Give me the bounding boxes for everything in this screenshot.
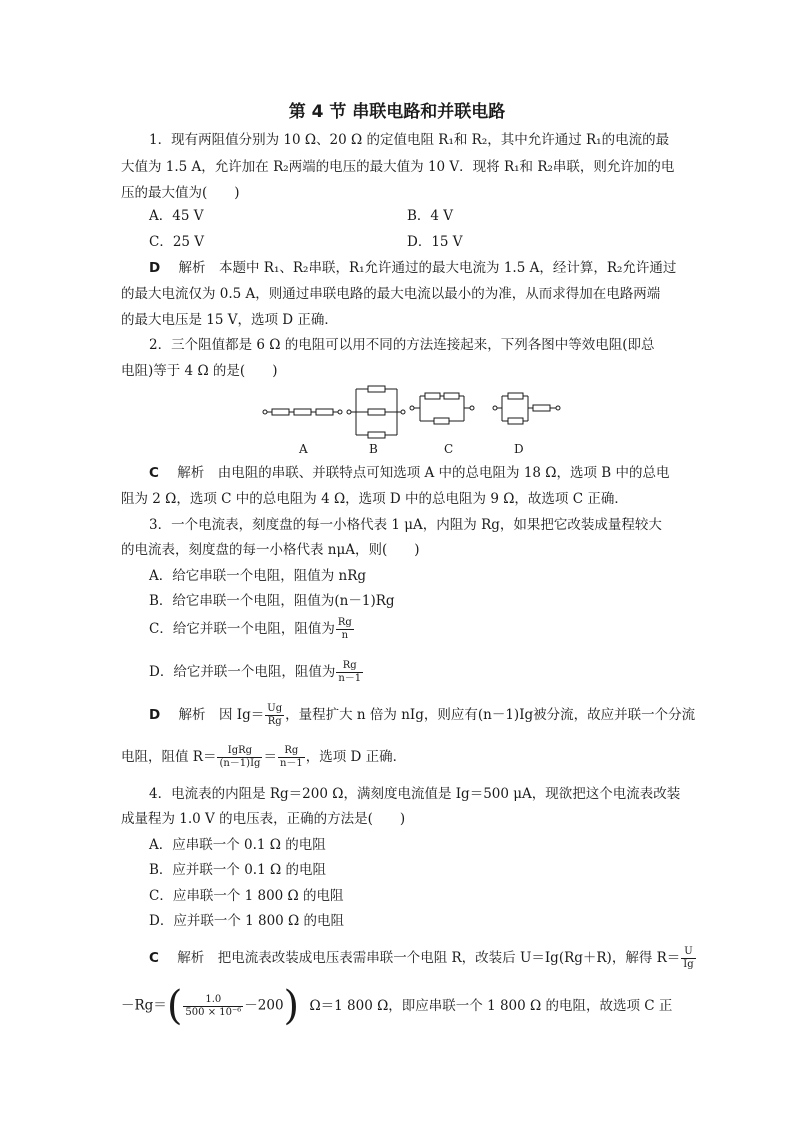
q3-solution-line-1 — [149, 703, 695, 728]
fraction-denominator: n－1 — [338, 673, 362, 684]
q3-option-c-text: C．给它并联一个电阻，阻值为 — [149, 621, 335, 637]
fraction-denominator: (n－1)Ig — [219, 758, 261, 769]
q4-solution-text-a: 解析 把电流表改装成电压表需串联一个电阻 R，改装后 U＝Ig(Rg＋R)，解得 R＝ — [177, 950, 681, 966]
page-title: 第 4 节 串联电路和并联电路 — [288, 102, 506, 122]
circuit-d-label: D — [514, 442, 524, 456]
q2-line-2: 电阻)等于 4 Ω 的是( ) — [121, 363, 278, 379]
circuit-c — [410, 393, 474, 424]
q4-solution-minus: －200 — [244, 997, 284, 1014]
circuit-c-label: C — [444, 442, 454, 456]
q3-solution-fraction-1 — [217, 745, 262, 770]
circuit-diagrams — [260, 384, 580, 444]
q3-option-b: B．给它串联一个电阻，阻值为(n－1)Rg — [149, 593, 395, 609]
equals-sign: ＝ — [263, 749, 277, 765]
q1-line-3: 压的最大值为( ) — [121, 185, 240, 201]
fraction-numerator: U — [684, 946, 693, 957]
q3-option-d-fraction — [336, 660, 363, 685]
q4-line-1: 4．电流表的内阻是 Rg＝200 Ω，满刻度电流值是 Ig＝500 μA，现欲把这个电流表改装 — [149, 786, 681, 802]
q4-answer: C — [149, 950, 159, 966]
circuit-a — [263, 409, 342, 415]
q4-solution-line-2 — [121, 983, 673, 1029]
q3-option-a: A．给它串联一个电阻，阻值为 nRg — [149, 568, 367, 584]
q4-solution-text-c: Ω＝1 800 Ω，即应串联一个 1 800 Ω 的电阻，故选项 C 正 — [309, 997, 673, 1014]
q4-solution-line-1 — [149, 946, 697, 971]
q1-option-c: C．25 V — [149, 234, 205, 250]
q2-solution-text: 解析 由电阻的串联、并联特点可知选项 A 中的总电阻为 18 Ω，选项 B 中的总电 — [177, 465, 670, 481]
q3-solution-fraction-2 — [278, 745, 305, 770]
q4-option-b: B．应并联一个 0.1 Ω 的电阻 — [149, 862, 326, 878]
circuit-a-label: A — [299, 442, 308, 456]
q1-line-1: 1．现有两阻值分别为 10 Ω、20 Ω 的定值电阻 R₁和 R₂，其中允许通过 R₁的电流的最 — [149, 132, 670, 148]
fraction-numerator: IgRg — [227, 745, 253, 756]
q1-option-d: D．15 V — [407, 234, 463, 250]
q3-option-d — [149, 660, 364, 685]
q4-option-d: D．应并联一个 1 800 Ω 的电阻 — [149, 913, 345, 929]
q2-solution-line-1 — [149, 464, 670, 482]
fraction-numerator: Rg — [342, 660, 357, 671]
q1-option-b: B．4 V — [407, 208, 454, 224]
q1-solution-line-1 — [149, 259, 676, 277]
q1-solution-text: 解析 本题中 R₁、R₂串联，R₁允许通过的最大电流为 1.5 A，经计算，R₂允许通过 — [178, 260, 677, 276]
fraction-denominator: n — [336, 629, 354, 642]
fraction-numerator: 1.0 — [205, 993, 222, 1005]
left-paren: ( — [166, 983, 183, 1029]
q4-solution-fraction-2 — [183, 994, 243, 1019]
q4-solution-fraction — [681, 946, 695, 971]
right-paren: ) — [283, 983, 300, 1029]
fraction-denominator: 500 × 10⁻⁶ — [185, 1006, 242, 1018]
fraction-denominator: Ig — [683, 959, 694, 970]
fraction-numerator: Rg — [284, 745, 299, 756]
q3-answer: D — [149, 707, 161, 723]
q3-solution-text-c: 电阻，阻值 R＝ — [121, 749, 217, 765]
q3-solution-line-2 — [121, 745, 406, 770]
fraction-denominator: Rg — [265, 715, 284, 728]
q3-line-1: 3．一个电流表，刻度盘的每一小格代表 1 μA，内阻为 Rg，如果把它改装成量程较大 — [149, 517, 662, 533]
q1-option-a: A．45 V — [149, 208, 204, 224]
q1-solution-line-3: 的最大电压是 15 V，选项 D 正确． — [121, 312, 338, 328]
q3-line-2: 的电流表，刻度盘的每一小格代表 nμA，则( ) — [121, 542, 420, 558]
q2-line-1: 2．三个阻值都是 6 Ω 的电阻可以用不同的方法连接起来，下列各图中等效电阻(即总 — [149, 337, 655, 353]
q1-line-2: 大值为 1.5 A，允许加在 R₂两端的电压的最大值为 10 V．现将 R₁和 R₂串联，则允许加的电 — [121, 159, 675, 175]
q3-solution-text-a: 解析 因 Ig＝ — [178, 707, 265, 723]
q2-answer: C — [149, 465, 159, 481]
q3-option-c-fraction — [336, 617, 354, 642]
q4-option-a: A．应串联一个 0.1 Ω 的电阻 — [149, 837, 326, 853]
q3-solution-fraction — [265, 703, 284, 728]
q3-option-c — [149, 617, 355, 642]
fraction-denominator: n－1 — [279, 758, 303, 769]
fraction-numerator: Ug — [267, 703, 283, 714]
q2-solution-line-2: 阻为 2 Ω，选项 C 中的总电阻为 4 Ω，选项 D 中的总电阻为 9 Ω，故选项 C 正确． — [121, 491, 628, 507]
fraction-numerator: Rg — [337, 617, 352, 628]
q4-option-c: C．应串联一个 1 800 Ω 的电阻 — [149, 888, 344, 904]
q3-solution-text-d: ，选项 D 正确． — [305, 749, 407, 765]
q4-line-2: 成量程为 1.0 V 的电压表，正确的方法是( ) — [121, 811, 406, 827]
circuit-b-label: B — [369, 442, 378, 456]
q4-solution-text-b: －Rg＝ — [121, 997, 167, 1014]
q3-solution-text-b: ，量程扩大 n 倍为 nIg，则应有(n－1)Ig被分流，故应并联一个分流 — [285, 707, 696, 723]
q1-answer: D — [149, 260, 161, 276]
q1-solution-line-2: 的最大电流仅为 0.5 A，则通过串联电路的最大电流以最小的为准，从而求得加在电路两端 — [121, 286, 661, 302]
circuit-d — [493, 393, 560, 424]
q3-option-d-text: D．给它并联一个电阻，阻值为 — [149, 664, 336, 680]
circuit-b — [347, 386, 405, 438]
